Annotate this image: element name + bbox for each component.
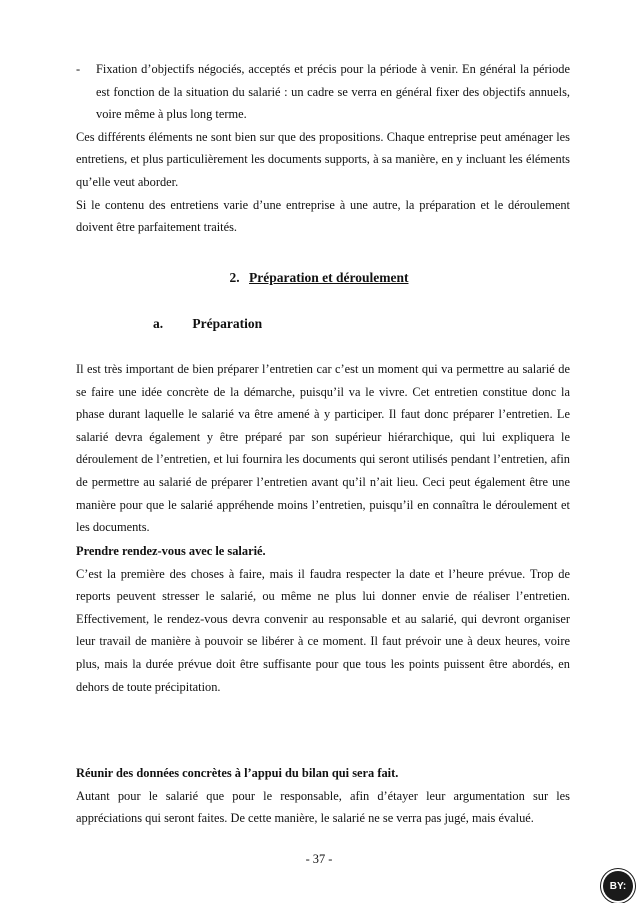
subsection-letter: a. <box>153 316 164 331</box>
section-number: 2. <box>229 270 240 285</box>
donnees-heading: Réunir des données concrètes à l’appui du bilan qui sera fait. <box>76 766 399 780</box>
section-heading <box>0 270 638 286</box>
subsection-title: Préparation <box>192 316 263 331</box>
intro-paragraph-2: Si le contenu des entretiens varie d’une entreprise à une autre, la préparation et le déroulement doivent être parfaitement traités. <box>76 197 570 235</box>
rdv-heading: Prendre rendez-vous avec le salarié. <box>76 544 266 558</box>
intro-block <box>76 58 570 239</box>
section-title: Préparation et déroulement <box>249 270 409 285</box>
badge-label: BY: <box>609 880 627 892</box>
bullet-text: Fixation d’objectifs négociés, acceptés et précis pour la période à venir. En général la période est fonction de la situation du salarié : un cadre se verra en général fixer des objectifs annuels, voire même à plus long terme. <box>96 62 570 122</box>
donnees-paragraph: Autant pour le salarié que pour le responsable, afin d’étayer leur argumentation sur les appréciations qui seront faites. De cette manière, le salarié ne se verra pas jugé, mais évalué. <box>76 788 570 826</box>
bullet-item <box>76 58 570 126</box>
page-number: - 37 - <box>305 852 333 866</box>
donnees-block <box>76 762 570 830</box>
by-badge-icon <box>603 871 633 901</box>
rdv-block <box>76 540 570 698</box>
intro-paragraph-1: Ces différents éléments ne sont bien sur que des propositions. Chaque entreprise peut aménager les entretiens, et plus particulièrement les documents supports, à sa manière, en y incluant les éléments qu’elle veut aborder. <box>76 129 570 189</box>
bullet-dash: - <box>76 62 81 76</box>
preparation-paragraph: Il est très important de bien préparer l’entretien car c’est un moment qui va permettre au salarié de se faire une idée concrète de la démarche, puisqu’il va le vivre. Cet entretien constitue donc la phase durant laquelle le salarié va être amené à y participer. Il faut donc préparer l’entretien. Le salarié devra également y être préparé par son supérieur hiérarchique, qui lui expliquera le déroulement de l’entretien, et lui fournira les documents qui seront utilisés pendant l’entretien, afin de permettre au salarié de préparer l’entretien avant qu’il n’ait lieu. Ceci peut également être une manière pour que le salarié appréhende moins l’entretien, puisqu’il en connaîtra le déroulement et les documents. <box>76 362 570 535</box>
preparation-block <box>76 358 570 539</box>
subsection-heading <box>153 316 262 332</box>
rdv-paragraph: C’est la première des choses à faire, mais il faudra respecter la date et l’heure prévue. Trop de reports peuvent stresser le salarié, ou même ne plus lui donner envie de réaliser l’entretien. Effectivement, le rendez-vous devra convenir au responsable et au salarié, qui devront organiser leur travail de manière à pouvoir se libérer à ce moment. Il faut prévoir une à deux heures, voire plus, mais la durée prévue doit être suffisante pour que tous les points puissent être abordés, en dehors de toute précipitation. <box>76 566 570 694</box>
